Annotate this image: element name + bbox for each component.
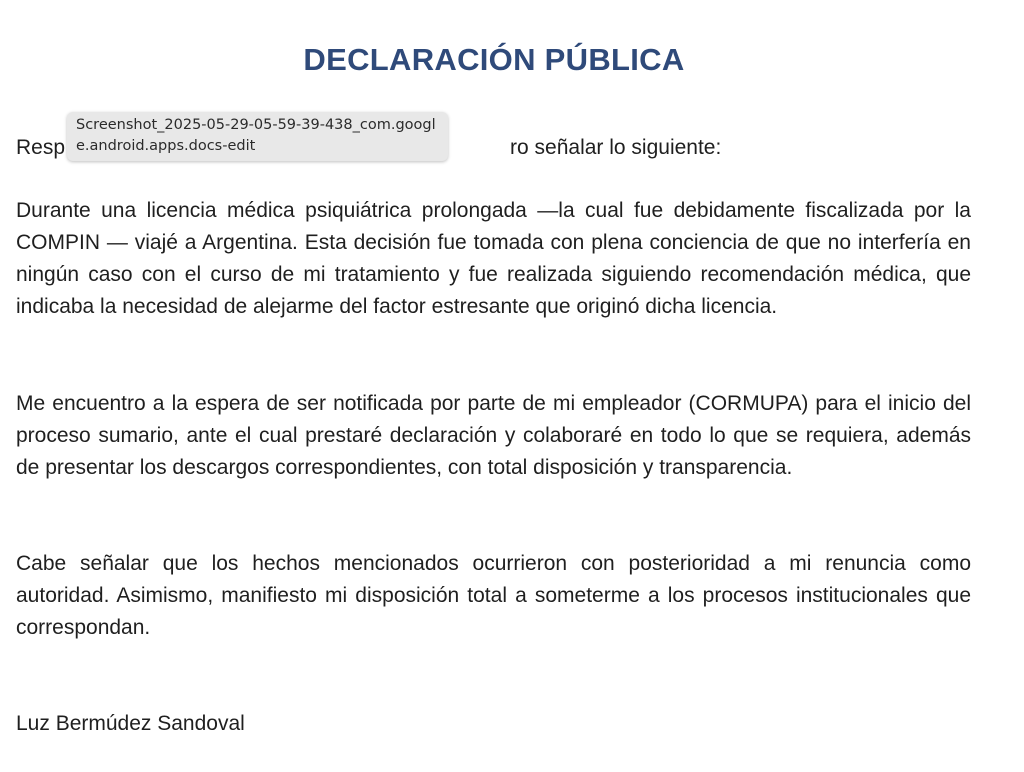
filename-tooltip: Screenshot_2025-05-29-05-59-39-438_com.google.android.apps.docs-edit [67,112,448,161]
intro-text-start: Resp [16,136,66,159]
document-title: DECLARACIÓN PÚBLICA [303,42,685,77]
paragraph-proceso-sumario: Me encuentro a la espera de ser notificada por parte de mi empleador (CORMUPA) para el inicio del proceso sumario, ante el cual prestaré declaración y colaboraré en todo lo que se requiera, además de presentar los descargos correspondientes, con total disposición y transparencia. [16,392,971,479]
intro-text-end: ro señalar lo siguiente: [510,136,722,159]
paragraph-licencia: Durante una licencia médica psiquiátrica prolongada —la cual fue debidamente fiscalizada por la COMPIN — viajé a Argentina. Esta decisión fue tomada con plena conciencia de que no interfería en ningún caso con el curso de mi tratamiento y fue realizada siguiendo recomendación médica, que indicaba la necesidad de alejarme del factor estresante que originó dicha licencia. [16,199,971,318]
paragraph-renuncia: Cabe señalar que los hechos mencionados ocurrieron con posterioridad a mi renuncia como autoridad. Asimismo, manifiesto mi disposición total a someterme a los procesos institucionales que correspondan. [16,552,971,639]
signature: Luz Bermúdez Sandoval [16,712,245,735]
